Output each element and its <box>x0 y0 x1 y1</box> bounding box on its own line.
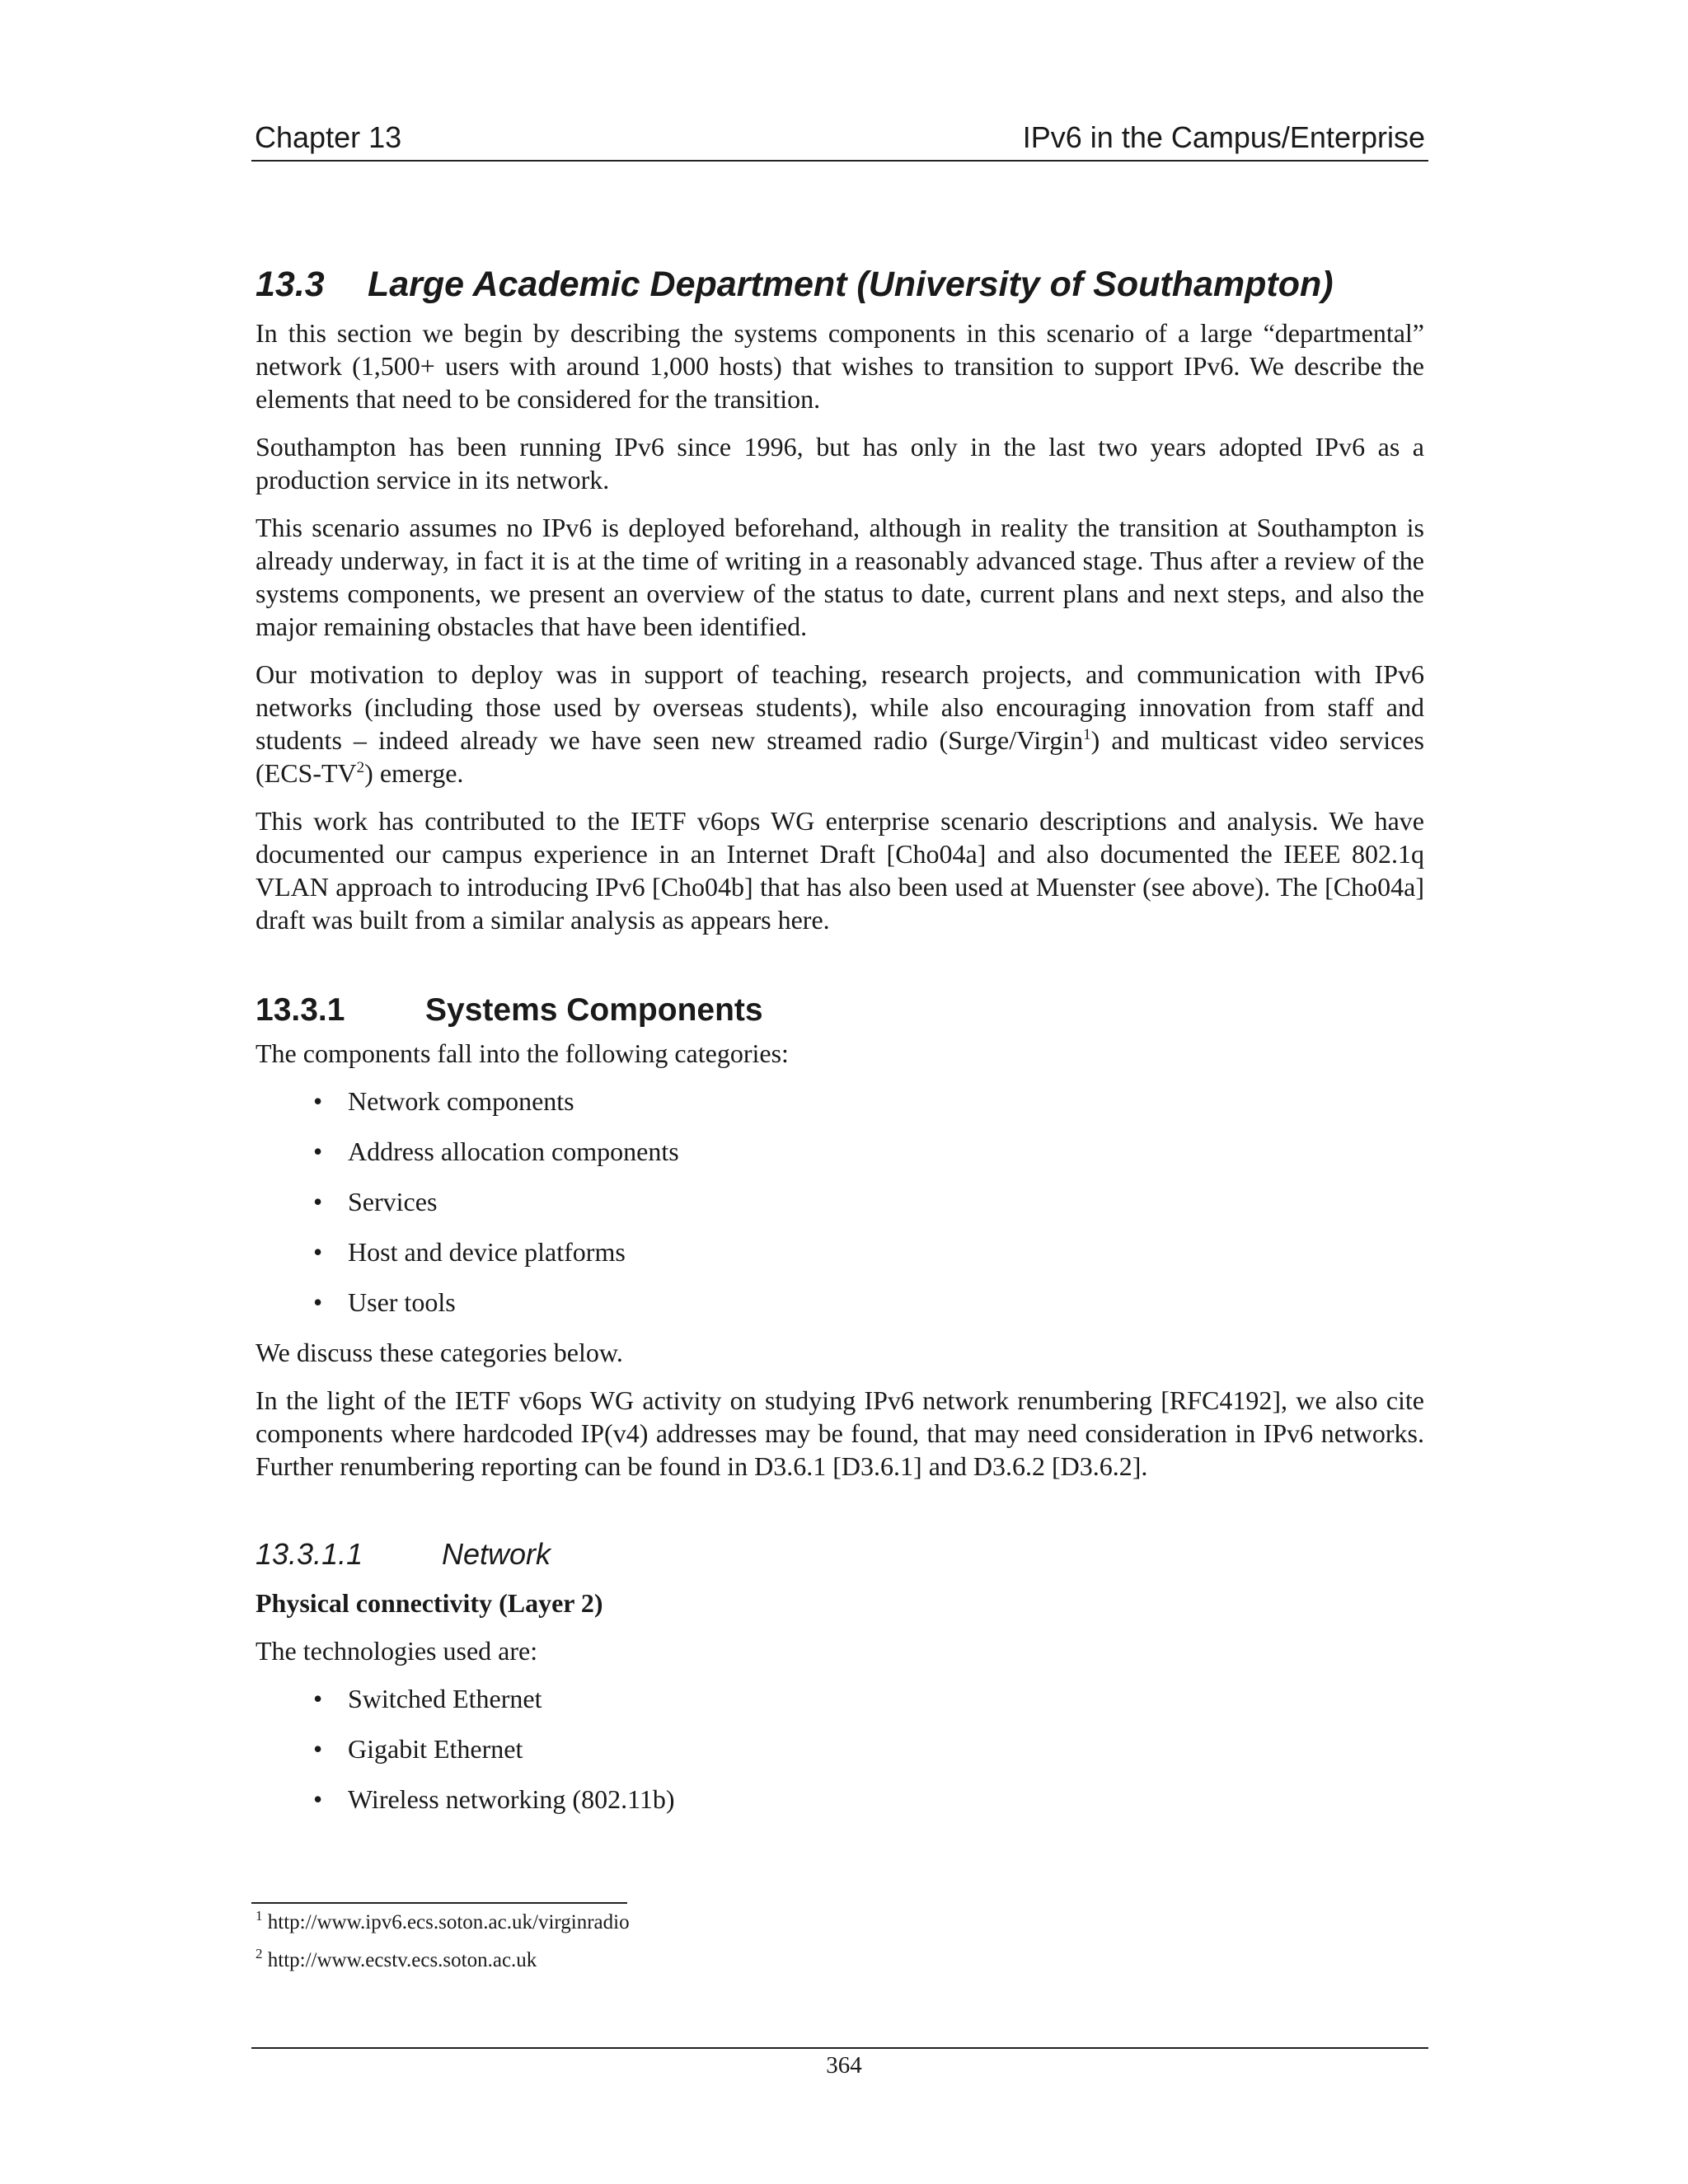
components-list <box>256 1085 1424 1319</box>
paragraph: In this section we begin by describing the systems components in this scenario of a large “departmental” network (1,500+ users with around 1,000 hosts) that wishes to transition to support IPv6. We describe the elements that need to be considered for the transition. <box>256 318 1424 414</box>
bullet-icon: • <box>313 1784 323 1814</box>
footnote-divider <box>251 1902 627 1904</box>
paragraph: This work has contributed to the IETF v6ops WG enterprise scenario descriptions and analysis. We have documented our campus experience in an Internet Draft [Cho04a] and also documented the IEEE 802.1q VLAN approach to introducing IPv6 [Cho04b] that has also been used at Muenster (see above). The [Cho04a] draft was built from a similar analysis as appears here. <box>256 806 1424 935</box>
bullet-icon: • <box>313 1187 323 1216</box>
section-number: 13.3 <box>256 265 325 304</box>
list-item <box>256 1185 1424 1218</box>
list-item-text: Host and device platforms <box>348 1237 626 1267</box>
page-header <box>251 117 1428 162</box>
bullet-icon: • <box>313 1237 323 1267</box>
list-item-text: Switched Ethernet <box>348 1684 542 1713</box>
text-run: ) and multicast video services (ECS-TV <box>256 725 1425 788</box>
technologies-list <box>256 1682 1424 1816</box>
paragraph: Southampton has been running IPv6 since 1996, but has only in the last two years adopted IPv6 as a production service in its network. <box>256 432 1424 494</box>
list-item <box>256 1682 1424 1715</box>
subsubsection-number: 13.3.1.1 <box>256 1537 363 1571</box>
subsection-title: Systems Components <box>425 992 763 1028</box>
list-item-text: Services <box>348 1187 438 1216</box>
list-item <box>256 1286 1424 1319</box>
subsection-number: 13.3.1 <box>256 992 345 1028</box>
subsubsection-heading <box>256 1535 1424 1573</box>
page-number: 364 <box>826 2052 862 2079</box>
footnote-link[interactable]: http://www.ecstv.ecs.soton.ac.uk <box>267 1949 537 1971</box>
text-run: ) emerge. <box>364 758 464 788</box>
list-item-text: Network components <box>348 1086 574 1116</box>
page-body <box>256 262 1424 1833</box>
list-item-text: User tools <box>348 1287 456 1317</box>
paragraph: The technologies used are: <box>256 1636 538 1666</box>
list-item <box>256 1732 1424 1765</box>
footnote-number: 2 <box>256 1946 263 1961</box>
section-heading <box>256 262 1424 307</box>
bullet-icon: • <box>313 1734 323 1764</box>
text-run: Our motivation to deploy was in support of teaching, research projects, and communication with IPv6 networks (including those used by overseas students), while also encouraging innovation from staff and students – indeed already we have seen new streamed radio (Surge/Virgin <box>256 659 1424 755</box>
footnote-link[interactable]: http://www.ipv6.ecs.soton.ac.uk/virginradio <box>267 1911 630 1933</box>
footnote-ref: 2 <box>356 759 365 776</box>
header-chapter: Chapter 13 <box>255 120 402 154</box>
footnote-ref: 1 <box>1083 726 1091 743</box>
list-item-text: Wireless networking (802.11b) <box>348 1784 675 1814</box>
paragraph: We discuss these categories below. <box>256 1338 623 1367</box>
footer-divider <box>251 2047 1428 2049</box>
paragraph: The components fall into the following categories: <box>256 1038 789 1068</box>
footnotes <box>256 1910 1245 1986</box>
list-item <box>256 1085 1424 1118</box>
list-item <box>256 1783 1424 1816</box>
header-title: IPv6 in the Campus/Enterprise <box>1022 120 1425 154</box>
bullet-icon: • <box>313 1137 323 1166</box>
subsection-heading <box>256 991 1424 1030</box>
motivation-paragraph <box>256 658 1424 790</box>
subsubsection-title: Network <box>442 1537 551 1571</box>
section-title: Large Academic Department (University of Southampton) <box>368 265 1334 304</box>
list-item <box>256 1235 1424 1268</box>
list-item-text: Gigabit Ethernet <box>348 1734 523 1764</box>
bullet-icon: • <box>313 1287 323 1317</box>
footnote <box>256 1948 1245 1973</box>
paragraph: This scenario assumes no IPv6 is deployed beforehand, although in reality the transition at Southampton is already underway, in fact it is at the time of writing in a reasonably advanced stage. Thus after a review of the systems components, we present an overview of the status to date, current plans and next steps, and also the major remaining obstacles that have been identified. <box>256 513 1424 641</box>
bold-heading: Physical connectivity (Layer 2) <box>256 1588 603 1618</box>
bullet-icon: • <box>313 1684 323 1713</box>
bullet-icon: • <box>313 1086 323 1116</box>
paragraph: In the light of the IETF v6ops WG activity on studying IPv6 network renumbering [RFC4192], we also cite components where hardcoded IP(v4) addresses may be found, that may need consideration in IPv6 networks. Further renumbering reporting can be found in D3.6.1 [D3.6.1] and D3.6.2 [D3.6.2]. <box>256 1385 1424 1481</box>
footnote-number: 1 <box>256 1908 263 1924</box>
footnote <box>256 1910 1245 1935</box>
list-item-text: Address allocation components <box>348 1137 679 1166</box>
list-item <box>256 1135 1424 1168</box>
